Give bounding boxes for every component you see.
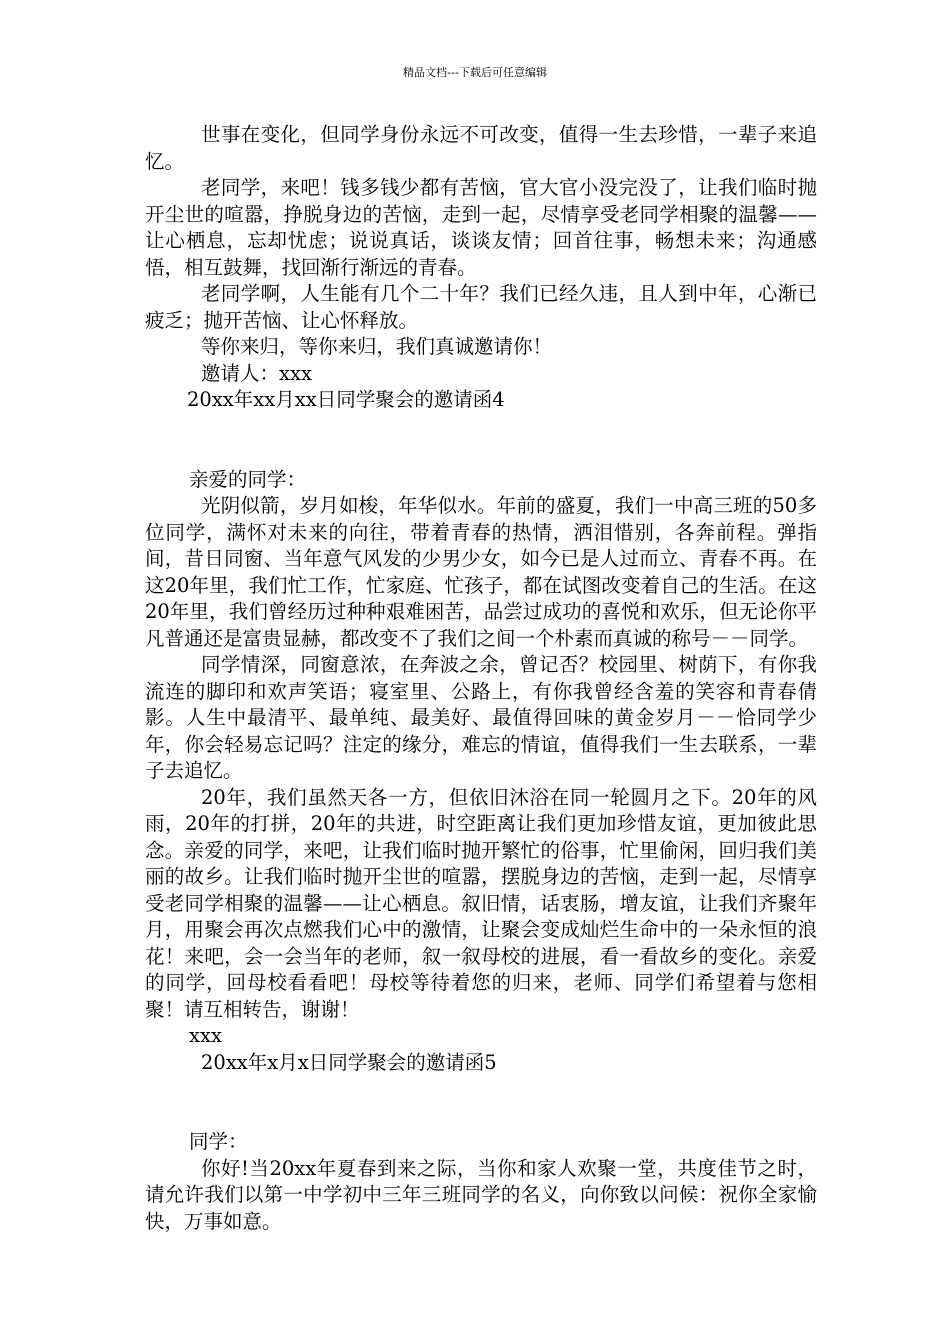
paragraph: 老同学，来吧！钱多钱少都有苦恼，官大官小没完没了，让我们临时抛开尘世的喧嚣，挣脱身边的苦恼，走到一起，尽情享受老同学相聚的温馨——让心栖息，忘却忧虑；说说真话，谈谈友情；回首往事，畅想未来；沟通感悟，相互鼓舞，找回渐行渐远的青春。 [145,176,817,279]
spacer [145,1076,817,1129]
salutation: 同学： [189,1130,248,1153]
paragraph: 你好!当20xx年夏春到来之际，当你和家人欢聚一堂，共度佳节之时，请允许我们以第一中学初中三年三班同学的名义，向你致以问候：祝你全家愉快，万事如意。 [145,1156,817,1233]
paragraph: 20年，我们虽然天各一方，但依旧沐浴在同一轮圆月之下。20年的风雨，20年的打拼，20年的共进，时空距离让我们更加珍惜友谊，更加彼此思念。亲爱的同学，来吧，让我们临时抛开繁忙的俗事，忙里偷闲，回归我们美丽的故乡。让我们临时抛开尘世的喧嚣，摆脱身边的苦恼，走到一起，尽情享受老同学相聚的温馨——让心栖息。叙旧情，话衷肠，增友谊，让我们齐聚年月，用聚会再次点燃我们心中的激情，让聚会变成灿烂生命中的一朵永恒的浪花！来吧，会一会当年的老师，叙一叙母校的进展，看一看故乡的变化。亲爱的同学，回母校看看吧！母校等待着您的归来，老师、同学们希望着与您相聚！请互相转告，谢谢！ [145,785,817,1021]
signature: xxx [189,1024,222,1047]
spacer [145,414,817,467]
paragraph: 光阴似箭，岁月如梭，年华似水。年前的盛夏，我们一中高三班的50多位同学，满怀对未来的向往，带着青春的热情，洒泪惜别，各奔前程。弹指间，昔日同窗、当年意气风发的少男少女，如今已是人过而立、青春不再。在这20年里，我们忙工作，忙家庭、忙孩子，都在试图改变着自己的生活。在这20年里，我们曾经历过种种艰难困苦，品尝过成功的喜悦和欢乐，但无论你平凡普通还是富贵显赫，都改变不了我们之间一个朴素而真诚的称号－－同学。 [145,494,817,650]
paragraph: 世事在变化，但同学身份永远不可改变，值得一生去珍惜，一辈子来追忆。 [145,123,817,173]
paragraph: 老同学啊，人生能有几个二十年？我们已经久违，且人到中年，心渐已疲乏；抛开苦恼、让心怀释放。 [145,282,817,332]
section-title: 20xx年xx月xx日同学聚会的邀请函4 [187,388,505,411]
inviter-line: 邀请人：xxx [201,361,312,385]
page-header: 精品文档---下载后可任意编辑 [403,66,547,79]
paragraph: 同学情深，同窗意浓，在奔波之余，曾记否？校园里、树荫下，有你我流连的脚印和欢声笑语；寝室里、公路上，有你我曾经含羞的笑容和青春倩影。人生中最清平、最单纯、最美好、最值得回味的黄金岁月－－恰同学少年，你会轻易忘记吗？注定的缘分，难忘的情谊，值得我们一生去联系，一辈子去追忆。 [145,653,817,782]
salutation: 亲爱的同学： [189,467,307,491]
paragraph: 等你来归，等你来归，我们真诚邀请你！ [201,335,553,358]
document-body [145,122,817,1235]
section-title: 20xx年x月x日同学聚会的邀请函5 [201,1050,497,1074]
